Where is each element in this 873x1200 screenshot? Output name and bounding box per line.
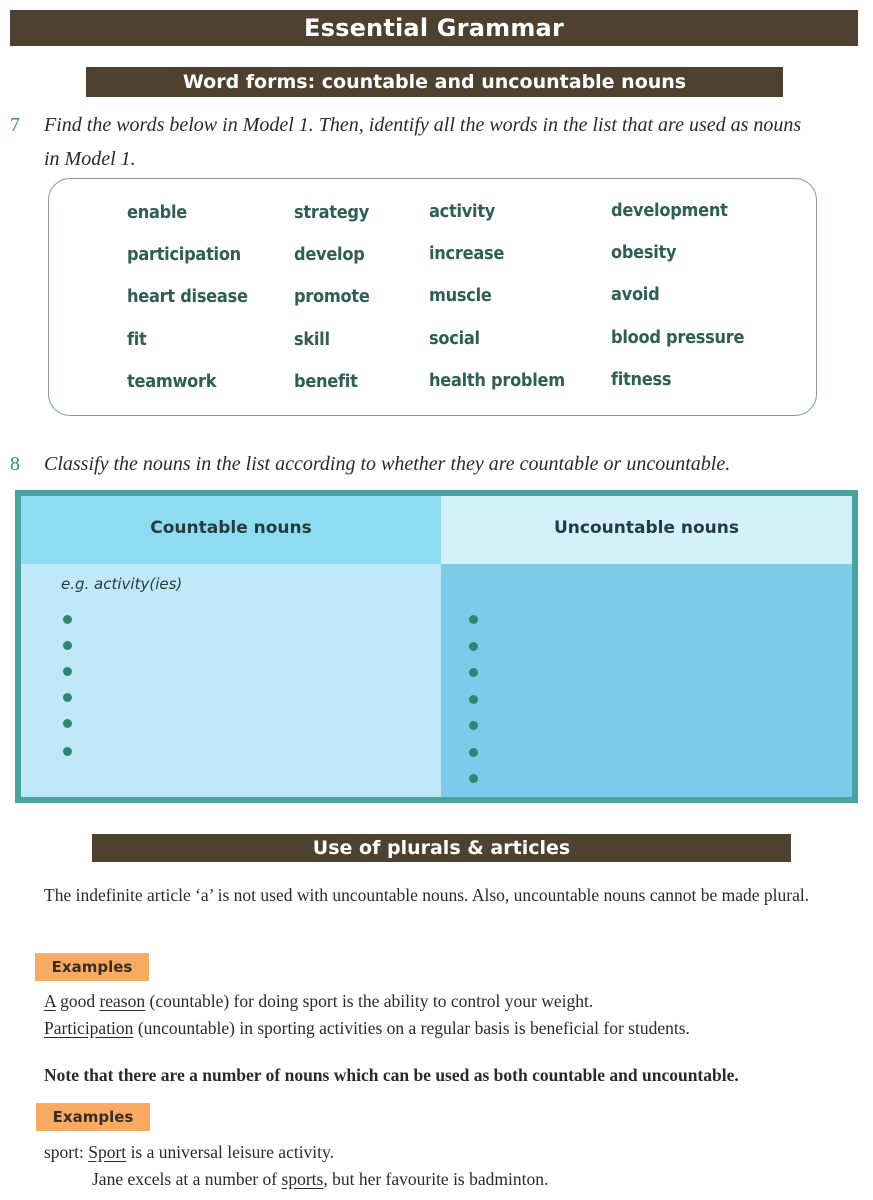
examples-block-2 (44, 1139, 864, 1193)
uncountable-column (441, 496, 852, 797)
question-7 (10, 108, 860, 176)
example-sentence (44, 1015, 864, 1042)
underlined-word: sports (281, 1169, 324, 1189)
example-sentence (44, 988, 864, 1015)
question-text-cont: in Model 1. (44, 148, 136, 170)
page-title: Essential Grammar (10, 10, 858, 46)
bullet-icon (63, 641, 72, 650)
example-prefix: sport: (44, 1142, 89, 1162)
word-item: increase (429, 243, 505, 264)
word-item: benefit (294, 371, 358, 392)
note-text: Note that there are a number of nouns which can be used as both countable and uncountable. (44, 1065, 739, 1085)
bullet-icon (63, 747, 72, 756)
question-8 (10, 447, 860, 481)
word-item: strategy (294, 202, 370, 223)
word-item: obesity (611, 242, 677, 263)
word-item: health problem (429, 370, 565, 391)
question-text: Classify the nouns in the list according to whether they are countable or uncountable. (44, 453, 731, 475)
section-heading-word-forms: Word forms: countable and uncountable nouns (86, 67, 783, 97)
word-item: develop (294, 244, 365, 265)
word-item: avoid (611, 284, 660, 305)
countable-example: e.g. activity(ies) (61, 575, 183, 593)
word-item: promote (294, 286, 370, 307)
uncountable-header-label: Uncountable nouns (553, 518, 740, 538)
bullet-icon (63, 719, 72, 728)
word-item: blood pressure (611, 327, 745, 348)
word-list-box (48, 178, 817, 416)
examples-badge: Examples (36, 1103, 150, 1131)
word-item: development (611, 200, 728, 221)
rule-paragraph: The indefinite article ‘a’ is not used with uncountable nouns. Also, uncountable nouns cannot be made plural. (44, 885, 810, 905)
countable-header (21, 496, 441, 564)
section-heading-plurals: Use of plurals & articles (92, 834, 791, 862)
bullet-icon (469, 774, 478, 783)
word-item: teamwork (127, 371, 217, 392)
example-text: , but her favourite is badminton. (323, 1169, 549, 1189)
word-item: fitness (611, 369, 672, 390)
bullet-icon (63, 667, 72, 676)
word-item: fit (127, 329, 147, 350)
countable-column (21, 496, 441, 797)
word-item: participation (127, 244, 241, 265)
word-item: activity (429, 201, 496, 222)
example-text: is a universal leisure activity. (126, 1142, 335, 1162)
underlined-word: reason (99, 991, 146, 1011)
examples-block-1 (44, 988, 864, 1042)
example-sentence (44, 1166, 864, 1193)
word-item: enable (127, 202, 187, 223)
bullet-icon (469, 642, 478, 651)
example-text: (countable) for doing sport is the ability to control your weight. (145, 991, 594, 1011)
word-item: heart disease (127, 286, 248, 307)
bullet-icon (63, 693, 72, 702)
underlined-word: Participation (44, 1018, 134, 1038)
bullet-icon (469, 615, 478, 624)
classification-table (15, 490, 858, 803)
bullet-icon (63, 615, 72, 624)
bullet-icon (469, 668, 478, 677)
example-text: Jane excels at a number of (92, 1169, 282, 1189)
underlined-word: A (44, 991, 56, 1011)
word-item: skill (294, 329, 330, 350)
underlined-word: Sport (88, 1142, 127, 1162)
word-item: muscle (429, 285, 492, 306)
examples-badge: Examples (35, 953, 149, 981)
word-item: social (429, 328, 480, 349)
bullet-icon (469, 748, 478, 757)
question-number: 7 (10, 114, 20, 136)
bullet-icon (469, 695, 478, 704)
example-text: (uncountable) in sporting activities on a regular basis is beneficial for students. (133, 1018, 690, 1038)
example-text: good (55, 991, 100, 1011)
example-sentence (44, 1139, 864, 1166)
bullet-icon (469, 721, 478, 730)
countable-header-label: Countable nouns (150, 518, 312, 538)
uncountable-header (441, 496, 852, 564)
question-text: Find the words below in Model 1. Then, identify all the words in the list that are used as nouns (44, 114, 802, 136)
question-number: 8 (10, 453, 20, 475)
